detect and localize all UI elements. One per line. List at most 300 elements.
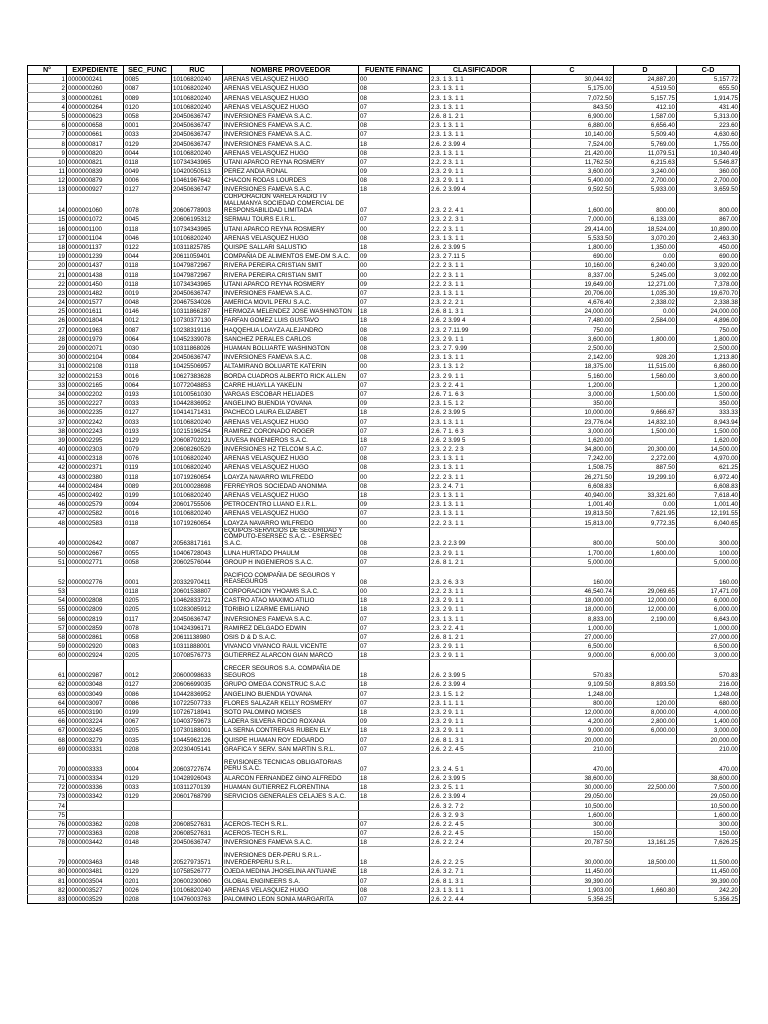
cell-fuente: 08 bbox=[359, 334, 430, 343]
cell-d bbox=[614, 689, 677, 698]
cell-n: 62 bbox=[28, 680, 67, 689]
cell-ruc: 10708576773 bbox=[172, 651, 223, 660]
cell-clasificador: 2.3. 1 3. 1 1 bbox=[430, 614, 531, 623]
cell-n: 48 bbox=[28, 518, 67, 527]
cell-sec-func: 0019 bbox=[124, 288, 172, 297]
cell-d: 3,240.00 bbox=[614, 166, 677, 175]
cell-expediente: 0000002579 bbox=[67, 500, 124, 509]
cell-ruc: 20450636747 bbox=[172, 288, 223, 297]
cell-expediente: 0000002303 bbox=[67, 444, 124, 453]
cell-sec-func: 0067 bbox=[124, 717, 172, 726]
cell-n: 56 bbox=[28, 614, 67, 623]
cell-clasificador: 2.2. 2 3. 1 1 bbox=[430, 279, 531, 288]
cell-proveedor: REVISIONES TECNICAS OBLIGATORIAS PERU S.A.C. bbox=[223, 753, 359, 773]
cell-ruc: 10442836952 bbox=[172, 398, 223, 407]
cell-c-d: 10,500.00 bbox=[677, 801, 740, 810]
cell-c: 9,592.50 bbox=[531, 185, 614, 194]
cell-ruc: 20563817161 bbox=[172, 527, 223, 548]
cell-clasificador: 2.6. 3 2. 9 3 bbox=[430, 810, 531, 819]
cell-c: 350.00 bbox=[531, 398, 614, 407]
table-row bbox=[28, 111, 740, 120]
cell-expediente: 0000003481 bbox=[67, 867, 124, 876]
cell-d: 3,070.20 bbox=[614, 233, 677, 242]
cell-sec-func: 0033 bbox=[124, 782, 172, 791]
cell-ruc: 10100561030 bbox=[172, 389, 223, 398]
cell-ruc: 20606195312 bbox=[172, 215, 223, 224]
cell-d bbox=[614, 435, 677, 444]
cell-n: 21 bbox=[28, 270, 67, 279]
table-row bbox=[28, 148, 740, 157]
cell-clasificador: 2.3. 1 3. 1 1 bbox=[430, 509, 531, 518]
cell-fuente: 00 bbox=[359, 224, 430, 233]
cell-clasificador: 2.3. 2 9. 1 1 bbox=[430, 176, 531, 185]
cell-n: 73 bbox=[28, 792, 67, 801]
cell-proveedor: QUISPE HUAMAN ROY EDGARDO bbox=[223, 735, 359, 744]
header-d: D bbox=[614, 66, 677, 75]
cell-n: 60 bbox=[28, 651, 67, 660]
cell-c-d: 1,600.00 bbox=[677, 810, 740, 819]
cell-n: 36 bbox=[28, 408, 67, 417]
cell-ruc: 10479872967 bbox=[172, 261, 223, 270]
cell-ruc: 10476003763 bbox=[172, 894, 223, 903]
cell-clasificador: 2.6. 8 1. 2 1 bbox=[430, 632, 531, 641]
cell-sec-func: 0044 bbox=[124, 251, 172, 260]
cell-c-d: 5,356.25 bbox=[677, 894, 740, 903]
cell-fuente: 09 bbox=[359, 166, 430, 175]
cell-ruc: 20527973571 bbox=[172, 847, 223, 867]
cell-ruc: 10283085912 bbox=[172, 605, 223, 614]
cell-clasificador: 2.2. 2 3. 1 1 bbox=[430, 157, 531, 166]
cell-ruc: 20467534026 bbox=[172, 297, 223, 306]
cell-c: 5,356.25 bbox=[531, 894, 614, 903]
cell-expediente: 0000003362 bbox=[67, 819, 124, 828]
cell-clasificador: 2.6. 2 2. 2 5 bbox=[430, 847, 531, 867]
cell-sec-func: 0193 bbox=[124, 389, 172, 398]
cell-proveedor bbox=[223, 801, 359, 810]
table-row bbox=[28, 261, 740, 270]
cell-proveedor: HUAMAN BOLUARTE WASHINGTON bbox=[223, 343, 359, 352]
cell-fuente: 07 bbox=[359, 417, 430, 426]
cell-fuente: 07 bbox=[359, 735, 430, 744]
cell-sec-func: 0118 bbox=[124, 261, 172, 270]
table-row bbox=[28, 548, 740, 557]
cell-d: 1,350.00 bbox=[614, 242, 677, 251]
table-row bbox=[28, 270, 740, 279]
cell-sec-func: 0046 bbox=[124, 233, 172, 242]
cell-c-d: 3,000.00 bbox=[677, 726, 740, 735]
cell-ruc: 10311825785 bbox=[172, 242, 223, 251]
cell-expediente: 0000002104 bbox=[67, 353, 124, 362]
cell-ruc bbox=[172, 801, 223, 810]
cell-proveedor: INVERSIONES FAMEVA S.A.C. bbox=[223, 614, 359, 623]
table-row bbox=[28, 651, 740, 660]
table-row bbox=[28, 176, 740, 185]
cell-c-d: 8,943.94 bbox=[677, 417, 740, 426]
cell-c: 5,160.00 bbox=[531, 371, 614, 380]
cell-n: 63 bbox=[28, 689, 67, 698]
cell-ruc: 10106820240 bbox=[172, 233, 223, 242]
cell-n: 3 bbox=[28, 93, 67, 102]
cell-expediente: 0000002667 bbox=[67, 548, 124, 557]
cell-c: 6,880.00 bbox=[531, 120, 614, 129]
cell-n: 82 bbox=[28, 885, 67, 894]
cell-ruc: 20450636747 bbox=[172, 111, 223, 120]
cell-c-d: 19,670.70 bbox=[677, 288, 740, 297]
cell-c: 3,600.00 bbox=[531, 166, 614, 175]
cell-sec-func: 0146 bbox=[124, 307, 172, 316]
cell-d: 9,772.35 bbox=[614, 518, 677, 527]
cell-n: 42 bbox=[28, 463, 67, 472]
cell-ruc: 20450636747 bbox=[172, 130, 223, 139]
table-row bbox=[28, 398, 740, 407]
cell-sec-func: 0127 bbox=[124, 408, 172, 417]
cell-d: 1,500.00 bbox=[614, 389, 677, 398]
cell-c-d: 4,630.60 bbox=[677, 130, 740, 139]
cell-sec-func: 0083 bbox=[124, 641, 172, 650]
cell-d: 19,299.10 bbox=[614, 472, 677, 481]
cell-c-d: 1,248.00 bbox=[677, 689, 740, 698]
cell-sec-func: 0033 bbox=[124, 398, 172, 407]
cell-c: 1,200.00 bbox=[531, 380, 614, 389]
cell-proveedor: GRAFICA Y SERV. SAN MARTIN S.R.L. bbox=[223, 744, 359, 753]
table-row bbox=[28, 810, 740, 819]
cell-c-d: 242.20 bbox=[677, 885, 740, 894]
cell-d: 5,933.00 bbox=[614, 185, 677, 194]
cell-proveedor: LOAYZA NAVARRO WILFREDO bbox=[223, 518, 359, 527]
cell-c: 11,762.50 bbox=[531, 157, 614, 166]
cell-proveedor: LOAYZA NAVARRO WILFREDO bbox=[223, 472, 359, 481]
table-row bbox=[28, 139, 740, 148]
cell-d: 12,271.00 bbox=[614, 279, 677, 288]
cell-sec-func: 0193 bbox=[124, 426, 172, 435]
cell-fuente: 07 bbox=[359, 744, 430, 753]
cell-fuente: 18 bbox=[359, 316, 430, 325]
cell-fuente: 07 bbox=[359, 828, 430, 837]
cell-n: 77 bbox=[28, 828, 67, 837]
table-row bbox=[28, 194, 740, 215]
cell-expediente: 0000000820 bbox=[67, 148, 124, 157]
cell-c: 29,050.00 bbox=[531, 792, 614, 801]
cell-d bbox=[614, 828, 677, 837]
cell-expediente: 0000002987 bbox=[67, 660, 124, 680]
cell-c: 1,248.00 bbox=[531, 689, 614, 698]
cell-proveedor: CASTRO ATAO MAXIMO ATILIO bbox=[223, 595, 359, 604]
cell-c: 210.00 bbox=[531, 744, 614, 753]
cell-ruc: 10726718941 bbox=[172, 707, 223, 716]
cell-fuente: 08 bbox=[359, 885, 430, 894]
cell-fuente: 00 bbox=[359, 586, 430, 595]
cell-d: 6,656.40 bbox=[614, 120, 677, 129]
cell-n: 20 bbox=[28, 261, 67, 270]
cell-n: 31 bbox=[28, 362, 67, 371]
cell-c: 27,000.00 bbox=[531, 632, 614, 641]
cell-expediente: 0000001979 bbox=[67, 334, 124, 343]
cell-c: 18,375.00 bbox=[531, 362, 614, 371]
cell-fuente: 08 bbox=[359, 120, 430, 129]
cell-c: 10,160.00 bbox=[531, 261, 614, 270]
table-row bbox=[28, 828, 740, 837]
table-row bbox=[28, 185, 740, 194]
cell-expediente: 0000000879 bbox=[67, 176, 124, 185]
cell-fuente: 18 bbox=[359, 307, 430, 316]
table-row bbox=[28, 847, 740, 867]
cell-ruc: 10106820240 bbox=[172, 463, 223, 472]
cell-n: 74 bbox=[28, 801, 67, 810]
cell-d: 18,524.00 bbox=[614, 224, 677, 233]
cell-proveedor: HERMOZA MELENDEZ JOSE WASHINGTON bbox=[223, 307, 359, 316]
cell-n: 7 bbox=[28, 130, 67, 139]
cell-proveedor: ARENAS VELASQUEZ HUGO bbox=[223, 93, 359, 102]
cell-c-d: 2,700.00 bbox=[677, 176, 740, 185]
cell-n: 55 bbox=[28, 605, 67, 614]
cell-sec-func: 0129 bbox=[124, 773, 172, 782]
cell-ruc: 10461967642 bbox=[172, 176, 223, 185]
cell-sec-func: 0127 bbox=[124, 185, 172, 194]
cell-d bbox=[614, 876, 677, 885]
cell-sec-func: 0087 bbox=[124, 527, 172, 548]
cell-n: 5 bbox=[28, 111, 67, 120]
cell-sec-func: 0078 bbox=[124, 623, 172, 632]
table-row bbox=[28, 566, 740, 586]
cell-sec-func: 0118 bbox=[124, 362, 172, 371]
cell-c: 5,533.50 bbox=[531, 233, 614, 242]
table-row bbox=[28, 417, 740, 426]
cell-c-d: 11,450.00 bbox=[677, 867, 740, 876]
cell-clasificador: 2.3. 2 9. 1 1 bbox=[430, 726, 531, 735]
cell-proveedor: ANGELINO BUENDIA YOVANA bbox=[223, 398, 359, 407]
cell-n: 51 bbox=[28, 557, 67, 566]
cell-clasificador: 2.6. 8 1. 2 1 bbox=[430, 557, 531, 566]
cell-sec-func: 0026 bbox=[124, 885, 172, 894]
cell-c: 18,000.00 bbox=[531, 605, 614, 614]
cell-expediente: 0000002776 bbox=[67, 566, 124, 586]
cell-c: 38,600.00 bbox=[531, 773, 614, 782]
cell-c-d: 1,200.00 bbox=[677, 380, 740, 389]
cell-c-d: 7,618.40 bbox=[677, 490, 740, 499]
cell-d bbox=[614, 566, 677, 586]
cell-n: 76 bbox=[28, 819, 67, 828]
cell-d bbox=[614, 398, 677, 407]
cell-ruc: 20608702921 bbox=[172, 435, 223, 444]
cell-c: 9,000.00 bbox=[531, 651, 614, 660]
cell-c-d: 1,755.00 bbox=[677, 139, 740, 148]
table-row bbox=[28, 389, 740, 398]
cell-fuente: 07 bbox=[359, 632, 430, 641]
cell-proveedor: HAQQEHUA LOAYZA ALEJANDRO bbox=[223, 325, 359, 334]
table-row bbox=[28, 838, 740, 847]
cell-proveedor: ARENAS VELASQUEZ HUGO bbox=[223, 75, 359, 84]
cell-c: 34,800.00 bbox=[531, 444, 614, 453]
cell-clasificador: 2.3. 2 9. 1 1 bbox=[430, 166, 531, 175]
table-row bbox=[28, 316, 740, 325]
cell-expediente: 0000002227 bbox=[67, 398, 124, 407]
cell-fuente: 18 bbox=[359, 651, 430, 660]
cell-c: 7,000.00 bbox=[531, 215, 614, 224]
cell-sec-func: 0087 bbox=[124, 84, 172, 93]
cell-expediente bbox=[67, 801, 124, 810]
cell-sec-func: 0086 bbox=[124, 689, 172, 698]
cell-clasificador: 2.3. 2 7. 9.99 bbox=[430, 343, 531, 352]
cell-c: 23,776.04 bbox=[531, 417, 614, 426]
cell-clasificador: 2.3. 1 3. 1 1 bbox=[430, 93, 531, 102]
cell-proveedor: FLORES SALAZAR KELLY ROSMERY bbox=[223, 698, 359, 707]
cell-d bbox=[614, 557, 677, 566]
cell-ruc: 10734343965 bbox=[172, 157, 223, 166]
cell-c: 20,706.00 bbox=[531, 288, 614, 297]
cell-c-d: 570.83 bbox=[677, 660, 740, 680]
cell-c-d: 680.00 bbox=[677, 698, 740, 707]
cell-expediente: 0000002924 bbox=[67, 651, 124, 660]
cell-c-d: 5,000.00 bbox=[677, 557, 740, 566]
table-row bbox=[28, 233, 740, 242]
table-row bbox=[28, 717, 740, 726]
table-row bbox=[28, 707, 740, 716]
cell-ruc: 10719260654 bbox=[172, 518, 223, 527]
cell-expediente: 0000000264 bbox=[67, 102, 124, 111]
table-row bbox=[28, 885, 740, 894]
cell-sec-func: 0122 bbox=[124, 242, 172, 251]
cell-c-d: 6,500.00 bbox=[677, 641, 740, 650]
cell-sec-func: 0089 bbox=[124, 93, 172, 102]
table-row bbox=[28, 75, 740, 84]
cell-sec-func: 0055 bbox=[124, 548, 172, 557]
cell-ruc: 20611059401 bbox=[172, 251, 223, 260]
cell-sec-func: 0199 bbox=[124, 490, 172, 499]
cell-fuente: 00 bbox=[359, 261, 430, 270]
cell-fuente: 00 bbox=[359, 270, 430, 279]
header-ruc: RUC bbox=[172, 66, 223, 75]
cell-n: 50 bbox=[28, 548, 67, 557]
cell-clasificador: 2.3. 2 9. 1 1 bbox=[430, 707, 531, 716]
cell-proveedor: ARENAS VELASQUEZ HUGO bbox=[223, 417, 359, 426]
cell-sec-func: 0129 bbox=[124, 139, 172, 148]
table-row bbox=[28, 773, 740, 782]
cell-n: 37 bbox=[28, 417, 67, 426]
cell-n: 81 bbox=[28, 876, 67, 885]
cell-expediente: 0000002642 bbox=[67, 527, 124, 548]
cell-proveedor: GLOBAL ENGINEERS S.A. bbox=[223, 876, 359, 885]
cell-clasificador: 2.3. 1 3. 1 1 bbox=[430, 454, 531, 463]
cell-c-d: 6,040.65 bbox=[677, 518, 740, 527]
cell-n: 46 bbox=[28, 500, 67, 509]
cell-fuente: 07 bbox=[359, 689, 430, 698]
table-row bbox=[28, 557, 740, 566]
header-sec-func: SEC_FUNC bbox=[124, 66, 172, 75]
cell-fuente: 00 bbox=[359, 472, 430, 481]
cell-fuente: 18 bbox=[359, 435, 430, 444]
cell-ruc: 20450636747 bbox=[172, 838, 223, 847]
cell-ruc: 20450636747 bbox=[172, 139, 223, 148]
cell-sec-func: 0205 bbox=[124, 651, 172, 660]
cell-n: 22 bbox=[28, 279, 67, 288]
cell-n: 49 bbox=[28, 527, 67, 548]
cell-n: 68 bbox=[28, 735, 67, 744]
table-row bbox=[28, 444, 740, 453]
cell-d bbox=[614, 641, 677, 650]
cell-c-d: 1,914.75 bbox=[677, 93, 740, 102]
table-row bbox=[28, 527, 740, 548]
cell-expediente: 0000002582 bbox=[67, 509, 124, 518]
cell-expediente: 0000002809 bbox=[67, 605, 124, 614]
cell-c: 29,414.00 bbox=[531, 224, 614, 233]
cell-ruc: 10403759673 bbox=[172, 717, 223, 726]
cell-expediente: 0000002318 bbox=[67, 454, 124, 463]
cell-clasificador: 2.3. 1 5. 1 2 bbox=[430, 689, 531, 698]
cell-n: 25 bbox=[28, 307, 67, 316]
cell-n: 16 bbox=[28, 224, 67, 233]
cell-n: 57 bbox=[28, 623, 67, 632]
cell-ruc: 20332970411 bbox=[172, 566, 223, 586]
cell-expediente: 0000000261 bbox=[67, 93, 124, 102]
cell-proveedor: SANCHEZ PERALES CARLOS bbox=[223, 334, 359, 343]
cell-d: 2,338.02 bbox=[614, 297, 677, 306]
cell-sec-func: 0087 bbox=[124, 325, 172, 334]
cell-c: 10,500.00 bbox=[531, 801, 614, 810]
table-row bbox=[28, 614, 740, 623]
cell-clasificador: 2.3. 2 4. 5 1 bbox=[430, 753, 531, 773]
cell-c: 2,142.00 bbox=[531, 353, 614, 362]
cell-sec-func: 0129 bbox=[124, 867, 172, 876]
cell-sec-func: 0078 bbox=[124, 194, 172, 215]
header-c: C bbox=[531, 66, 614, 75]
cell-expediente: 0000003333 bbox=[67, 753, 124, 773]
cell-clasificador: 2.6. 2 2. 4 5 bbox=[430, 744, 531, 753]
cell-c-d: 867.00 bbox=[677, 215, 740, 224]
cell-fuente: 07 bbox=[359, 130, 430, 139]
table-row bbox=[28, 595, 740, 604]
cell-d: 4,519.50 bbox=[614, 84, 677, 93]
cell-c: 24,000.00 bbox=[531, 307, 614, 316]
cell-c-d: 2,500.00 bbox=[677, 343, 740, 352]
cell-proveedor: ARENAS VELASQUEZ HUGO bbox=[223, 454, 359, 463]
cell-c: 800.00 bbox=[531, 527, 614, 548]
cell-ruc: 10106820240 bbox=[172, 102, 223, 111]
cell-n: 67 bbox=[28, 726, 67, 735]
cell-n: 75 bbox=[28, 810, 67, 819]
cell-c: 690.00 bbox=[531, 251, 614, 260]
cell-ruc: 10730188001 bbox=[172, 726, 223, 735]
cell-n: 69 bbox=[28, 744, 67, 753]
cell-expediente: 0000002583 bbox=[67, 518, 124, 527]
cell-ruc: 10311866287 bbox=[172, 307, 223, 316]
cell-proveedor: ARENAS VELASQUEZ HUGO bbox=[223, 148, 359, 157]
cell-n: 18 bbox=[28, 242, 67, 251]
cell-c: 1,000.00 bbox=[531, 623, 614, 632]
cell-fuente: 08 bbox=[359, 84, 430, 93]
cell-ruc: 10719260654 bbox=[172, 472, 223, 481]
cell-d bbox=[614, 792, 677, 801]
cell-c: 4,676.40 bbox=[531, 297, 614, 306]
table-row bbox=[28, 454, 740, 463]
cell-expediente: 0000003331 bbox=[67, 744, 124, 753]
cell-clasificador: 2.3. 2 5. 1 1 bbox=[430, 782, 531, 791]
cell-c-d: 1,500.00 bbox=[677, 426, 740, 435]
cell-c: 6,900.00 bbox=[531, 111, 614, 120]
cell-fuente: 09 bbox=[359, 279, 430, 288]
cell-fuente: 18 bbox=[359, 139, 430, 148]
table-row bbox=[28, 130, 740, 139]
cell-c-d: 6,860.00 bbox=[677, 362, 740, 371]
cell-c-d: 350.00 bbox=[677, 398, 740, 407]
cell-c-d: 7,378.00 bbox=[677, 279, 740, 288]
cell-proveedor: INVERSIONES FAMEVA S.A.C. bbox=[223, 838, 359, 847]
cell-d: 33,321.60 bbox=[614, 490, 677, 499]
cell-fuente: 07 bbox=[359, 444, 430, 453]
cell-ruc: 10722507733 bbox=[172, 698, 223, 707]
cell-d: 2,190.00 bbox=[614, 614, 677, 623]
cell-n: 70 bbox=[28, 753, 67, 773]
cell-clasificador: 2.3. 1 5. 1 2 bbox=[430, 398, 531, 407]
